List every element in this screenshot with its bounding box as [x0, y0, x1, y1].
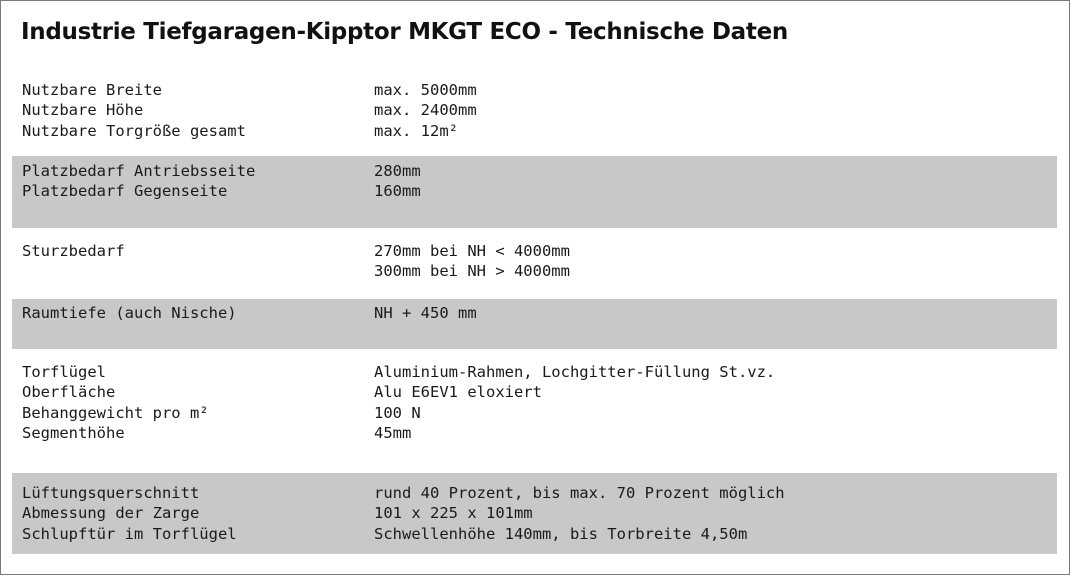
spec-label: Schlupftür im Torflügel — [22, 524, 237, 543]
spec-row — [22, 484, 1057, 504]
spec-row — [22, 262, 1057, 282]
spec-value: 280mm — [374, 162, 421, 180]
spec-value: NH + 450 mm — [374, 304, 477, 322]
spec-label: Segmenthöhe — [22, 423, 125, 442]
spec-value: rund 40 Prozent, bis max. 70 Prozent möglich — [374, 484, 785, 502]
spec-value: Aluminium-Rahmen, Lochgitter-Füllung St.vz. — [374, 363, 776, 381]
spec-row — [22, 525, 1057, 545]
spec-row — [22, 81, 1057, 101]
section-side-clearance — [12, 156, 1057, 228]
section-headroom — [12, 242, 1057, 283]
spec-label: Raumtiefe (auch Nische) — [22, 304, 237, 322]
spec-row — [22, 363, 1057, 383]
page-title: Industrie Tiefgaragen-Kipptor MKGT ECO - Technische Daten — [21, 19, 788, 45]
spec-row — [22, 383, 1057, 403]
section-door-leaf — [12, 363, 1057, 444]
spec-row — [22, 122, 1057, 142]
spec-value: 270mm bei NH < 4000mm — [374, 242, 570, 260]
spec-row — [22, 242, 1057, 262]
spec-value: Schwellenhöhe 140mm, bis Torbreite 4,50m — [374, 524, 748, 543]
spec-label: Nutzbare Torgröße gesamt — [22, 121, 246, 140]
spec-label: Behanggewicht pro m² — [22, 403, 209, 422]
spec-value: max. 5000mm — [374, 81, 477, 99]
spec-label: Sturzbedarf — [22, 242, 125, 260]
spec-row — [22, 404, 1057, 424]
spec-label: Platzbedarf Gegenseite — [22, 182, 228, 201]
spec-label: Oberfläche — [22, 383, 116, 402]
spec-row — [22, 162, 1057, 182]
spec-value: max. 2400mm — [374, 101, 477, 120]
spec-row — [22, 182, 1057, 202]
spec-value: 300mm bei NH > 4000mm — [374, 262, 570, 281]
spec-label: Nutzbare Höhe — [22, 101, 144, 120]
section-ventilation — [12, 473, 1057, 554]
spec-row — [22, 424, 1057, 444]
spec-label: Lüftungsquerschnitt — [22, 484, 200, 502]
spec-row — [22, 504, 1057, 524]
spec-value: max. 12m² — [374, 121, 458, 140]
spec-label: Platzbedarf Antriebsseite — [22, 162, 256, 180]
section-room-depth — [12, 299, 1057, 349]
spec-value: 100 N — [374, 403, 421, 422]
spec-label: Nutzbare Breite — [22, 81, 162, 99]
spec-value: Alu E6EV1 eloxiert — [374, 383, 542, 402]
spec-row — [22, 304, 1057, 324]
spec-label: Abmessung der Zarge — [22, 504, 200, 523]
spec-value: 45mm — [374, 423, 412, 442]
spec-label: Torflügel — [22, 363, 106, 381]
spec-row — [22, 101, 1057, 121]
spec-value: 160mm — [374, 182, 421, 201]
section-dimensions — [12, 81, 1057, 142]
spec-value: 101 x 225 x 101mm — [374, 504, 533, 523]
